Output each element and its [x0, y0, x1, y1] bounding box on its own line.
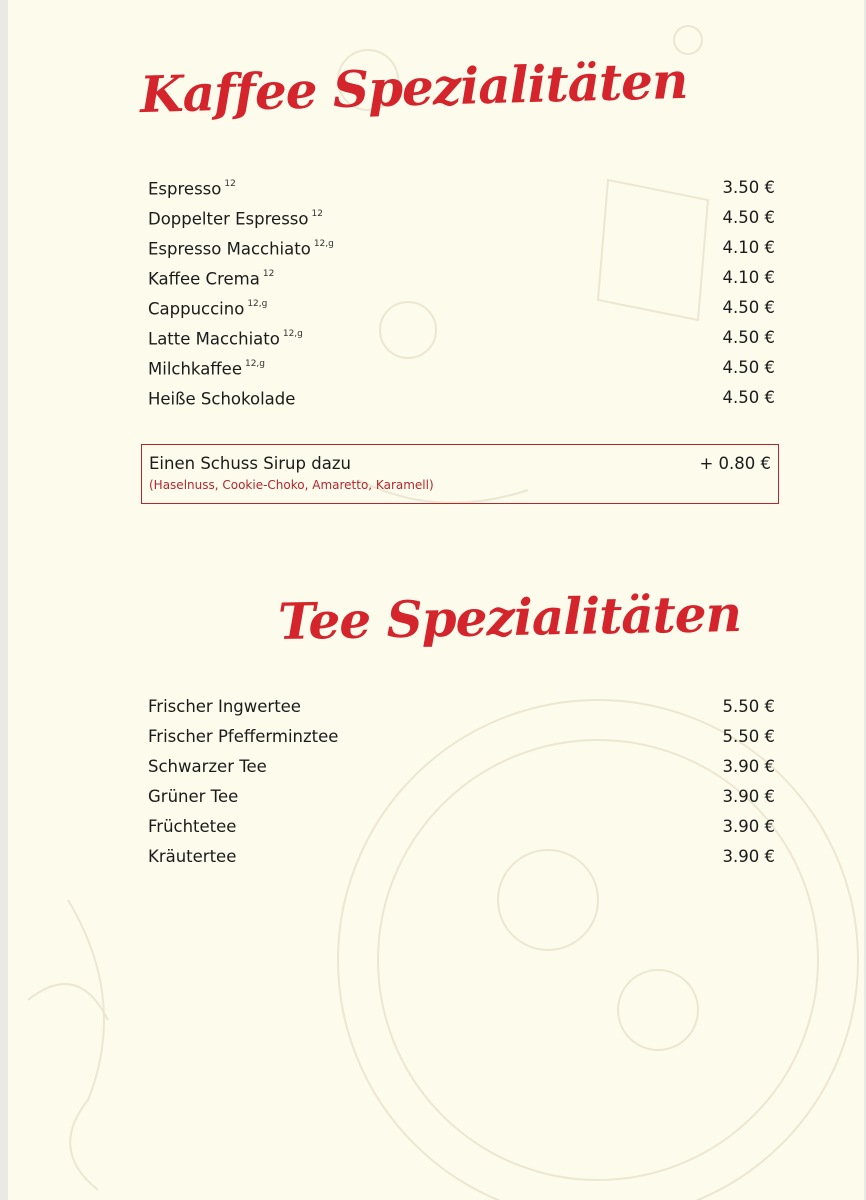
list-item — [148, 323, 775, 353]
item-name: Heiße Schokolade — [148, 389, 296, 409]
item-price: 4.50 € — [722, 388, 775, 407]
allergen-code: 12 — [262, 269, 275, 280]
syrup-addon-box — [141, 444, 779, 504]
addon-note: (Haselnuss, Cookie-Choko, Amaretto, Karamell) — [149, 478, 434, 492]
item-price: 5.50 € — [722, 697, 775, 716]
item-price: 4.10 € — [722, 268, 775, 287]
item-name: Espresso — [148, 179, 222, 199]
addon-price: + 0.80 € — [699, 454, 771, 473]
kaffee-section-title: Kaffee Spezialitäten — [139, 50, 688, 125]
kaffee-list — [148, 173, 775, 413]
list-item — [148, 203, 775, 233]
tee-list — [148, 692, 775, 872]
list-item — [148, 722, 775, 752]
item-name: Frischer Pfefferminztee — [148, 727, 339, 746]
list-item — [148, 173, 775, 203]
item-name: Milchkaffee — [148, 359, 242, 379]
item-name: Doppelter Espresso — [148, 209, 309, 229]
item-price: 4.50 € — [722, 298, 775, 317]
list-item — [148, 812, 775, 842]
menu-page — [8, 0, 864, 1200]
item-price: 3.90 € — [722, 757, 775, 776]
list-item — [148, 233, 775, 263]
allergen-code: 12,g — [247, 299, 268, 310]
allergen-code: 12,g — [244, 359, 266, 370]
item-price: 3.50 € — [722, 178, 775, 197]
item-name: Kräutertee — [148, 847, 237, 866]
allergen-code: 12 — [224, 179, 236, 190]
allergen-code: 12,g — [313, 239, 334, 250]
list-item — [148, 293, 775, 323]
item-name: Kaffee Crema — [148, 269, 260, 289]
item-price: 5.50 € — [722, 727, 775, 746]
list-item — [148, 353, 775, 383]
item-price: 4.50 € — [722, 208, 775, 227]
item-name: Latte Macchiato — [148, 329, 280, 349]
tee-section-title: Tee Spezialitäten — [277, 583, 742, 652]
allergen-code: 12 — [311, 209, 323, 220]
item-price: 4.50 € — [722, 358, 775, 377]
item-price: 3.90 € — [722, 787, 775, 806]
item-name: Grüner Tee — [148, 787, 239, 806]
item-price: 4.50 € — [722, 328, 775, 347]
list-item — [148, 263, 775, 293]
item-price: 3.90 € — [722, 847, 775, 866]
list-item — [148, 842, 775, 872]
list-item — [148, 782, 775, 812]
item-price: 4.10 € — [722, 238, 775, 257]
item-name: Früchtetee — [148, 817, 237, 836]
allergen-code: 12,g — [282, 329, 303, 340]
item-name: Cappuccino — [148, 299, 245, 319]
list-item — [148, 383, 775, 413]
item-name: Schwarzer Tee — [148, 757, 267, 776]
item-price: 3.90 € — [722, 817, 775, 836]
list-item — [148, 692, 775, 722]
list-item — [148, 752, 775, 782]
item-name: Frischer Ingwertee — [148, 697, 301, 716]
item-name: Espresso Macchiato — [148, 239, 311, 259]
addon-name: Einen Schuss Sirup dazu — [149, 454, 351, 473]
